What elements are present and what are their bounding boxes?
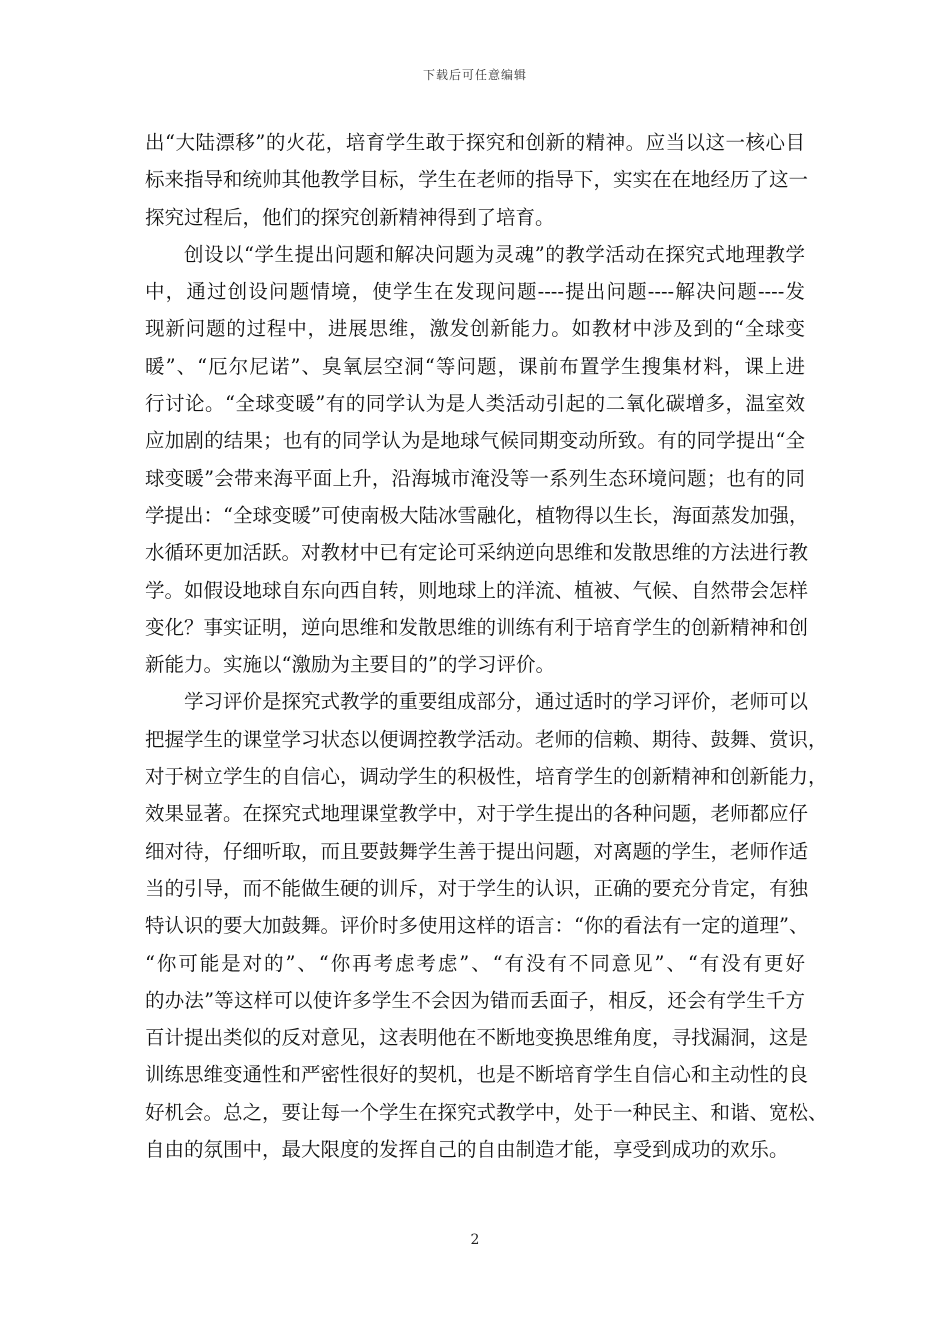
text-line: 探究过程后，他们的探究创新精神得到了培育。 <box>145 205 555 229</box>
text-line: 自由的氛围中，最大限度的发挥自己的自由制造才能，享受到成功的欢乐。 <box>145 1138 789 1162</box>
text-line: 当的引导，而不能做生硬的训斥，对于学生的认识，正确的要充分肯定，有独 <box>145 876 809 900</box>
text-line: 出“大陆漂移”的火花，培育学生敢于探究和创新的精神。应当以这一核心目 <box>145 131 805 154</box>
text-line: 变化？事实证明，逆向思维和发散思维的训练有利于培育学生的创新精神和创 <box>145 615 809 639</box>
text-line: 细对待，仔细听取，而且要鼓舞学生善于提出问题，对离题的学生，老师作适 <box>145 839 809 863</box>
text-line: 对于树立学生的自信心，调动学生的积极性，培育学生的创新精神和创新能力， <box>145 765 828 789</box>
text-line: 中，通过创设问题情境，使学生在发现问题----提出问题----解决问题----发 <box>145 280 805 304</box>
page-number: 2 <box>470 1232 480 1248</box>
text-line: 学提出：“全球变暖”可使南极大陆冰雪融化，植物得以生长，海面蒸发加强， <box>145 503 809 527</box>
page-header: 下载后可任意编辑 <box>422 68 527 82</box>
text-line: 学。如假设地球自东向西自转，则地球上的洋流、植被、气候、自然带会怎样 <box>145 578 809 602</box>
text-line: 球变暖”会带来海平面上升，沿海城市淹没等一系列生态环境问题；也有的同 <box>145 466 805 490</box>
text-line: 暖”、“厄尔尼诺”、臭氧层空洞“等问题，课前布置学生搜集材料，课上进 <box>145 354 805 378</box>
text-line: 把握学生的课堂学习状态以便调控教学活动。老师的信赖、期待、鼓舞、赏识， <box>145 727 828 751</box>
text-line: 标来指导和统帅其他教学目标，学生在老师的指导下，实实在在地经历了这一 <box>145 168 809 192</box>
paragraph-first-line: 学习评价是探究式教学的重要组成部分，通过适时的学习评价，老师可以 <box>184 690 809 714</box>
text-line: 训练思维变通性和严密性很好的契机，也是不断培育学生自信心和主动性的良 <box>145 1063 809 1087</box>
text-line: 行讨论。“全球变暖”有的同学认为是人类活动引起的二氧化碳增多，温室效 <box>145 392 805 416</box>
text-line: 现新问题的过程中，进展思维，激发创新能力。如教材中涉及到的“全球变 <box>145 317 805 341</box>
paragraph-first-line: 创设以“学生提出问题和解决问题为灵魂”的教学活动在探究式地理教学 <box>184 242 805 266</box>
text-line: 的办法”等这样可以使许多学生不会因为错而丢面子，相反，还会有学生千方 <box>145 988 805 1012</box>
text-line: 百计提出类似的反对意见，这表明他在不断地变换思维角度，寻找漏洞，这是 <box>145 1026 809 1050</box>
text-line: 效果显著。在探究式地理课堂教学中，对于学生提出的各种问题，老师都应仔 <box>145 802 809 826</box>
text-line: 水循环更加活跃。对教材中已有定论可采纳逆向思维和发散思维的方法进行教 <box>145 541 809 565</box>
text-line: 好机会。总之，要让每一个学生在探究式教学中，处于一种民主、和谐、宽松、 <box>145 1100 828 1124</box>
text-line: 新能力。实施以“激励为主要目的”的学习评价。 <box>145 653 555 677</box>
document-body <box>145 124 828 1168</box>
text-line: “你可能是对的”、“你再考虑考虑”、“有没有不同意见”、“有没有更好 <box>145 951 805 975</box>
text-line: 特认识的要大加鼓舞。评价时多使用这样的语言：“你的看法有一定的道理”、 <box>145 914 809 938</box>
text-line: 应加剧的结果；也有的同学认为是地球气候同期变动所致。有的同学提出“全 <box>145 429 805 453</box>
